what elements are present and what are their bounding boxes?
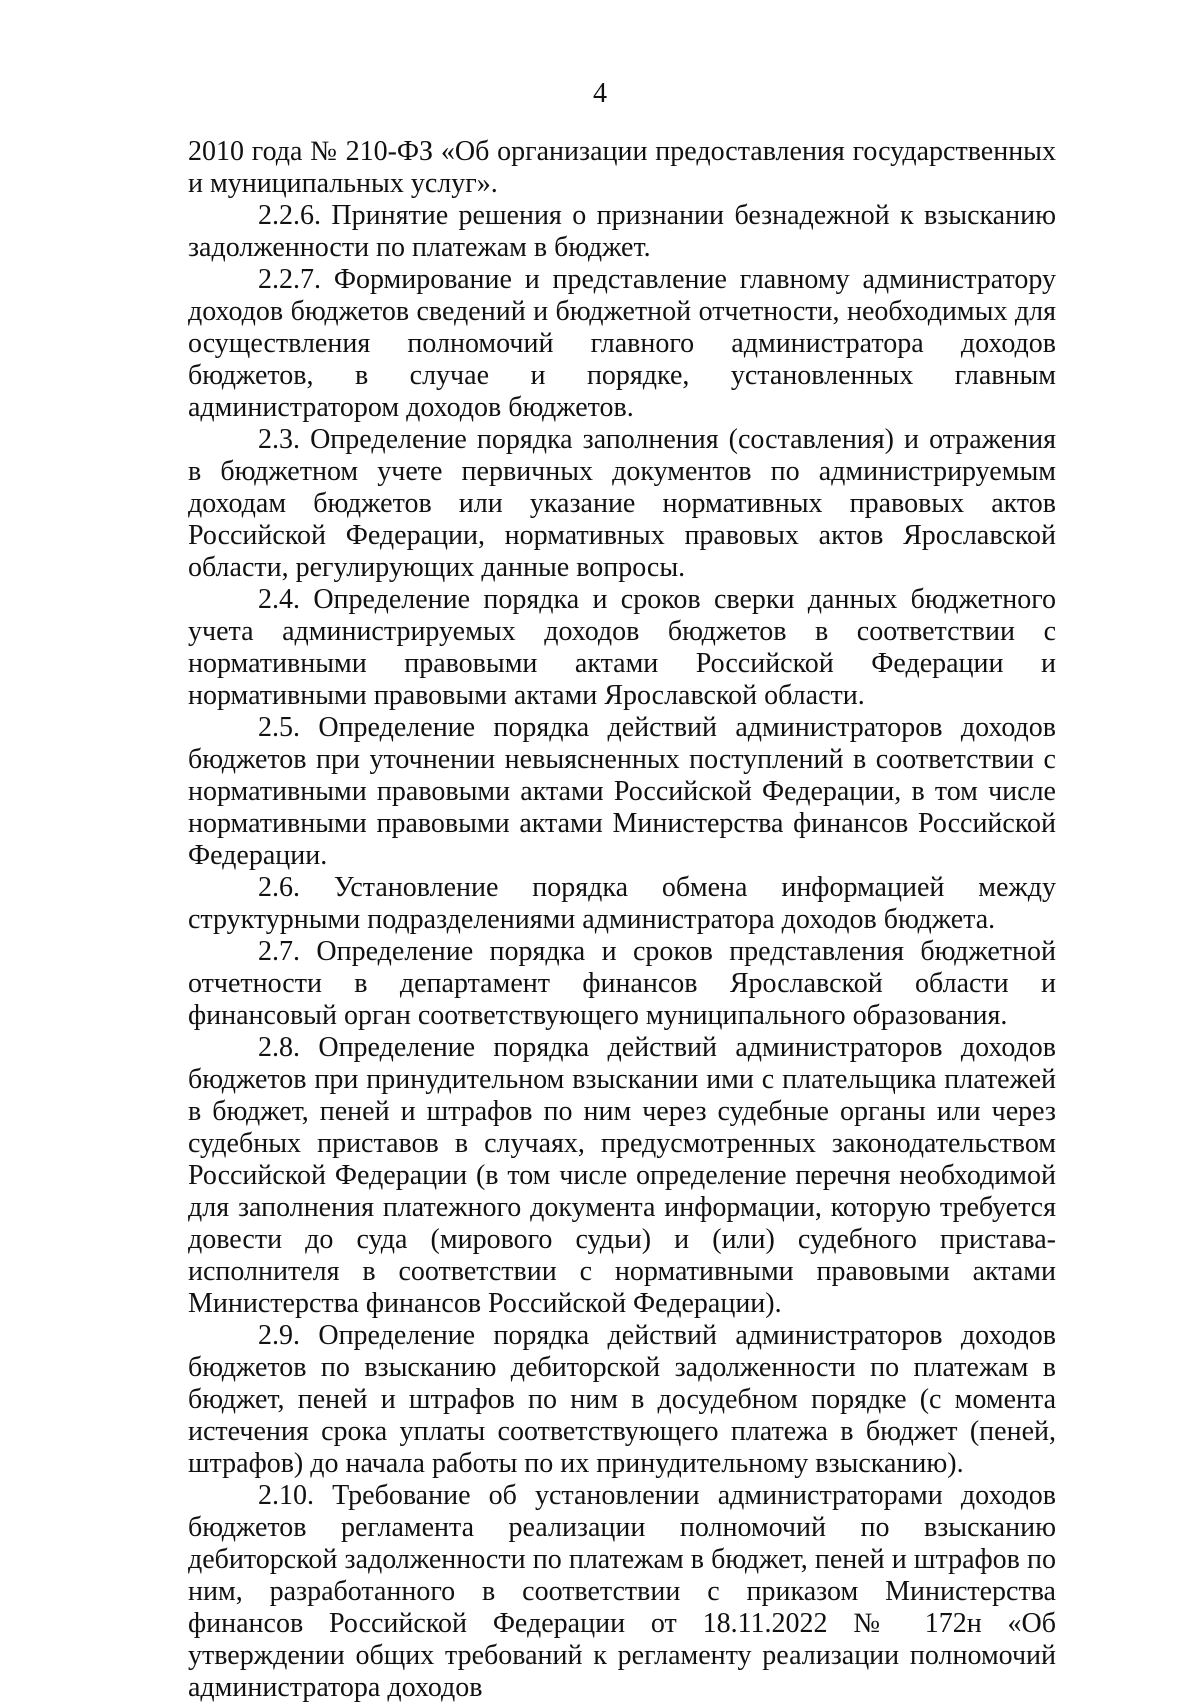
paragraph-2-7: 2.7. Определение порядка и сроков представления бюджетной отчетности в департамент финансов Ярославской области и финансовый орган соответствующего муниципального образования. bbox=[188, 936, 1056, 1031]
document-body bbox=[188, 136, 1056, 1704]
paragraph-2-9: 2.9. Определение порядка действий администраторов доходов бюджетов по взысканию дебиторской задолженности по платежам в бюджет, пеней и штрафов по ним в досудебном порядке (с момента истечения срока уплаты соответствующего платежа в бюджет (пеней, штрафов) до начала работы по их принудительному взысканию). bbox=[188, 1320, 1056, 1479]
paragraph-2-3: 2.3. Определение порядка заполнения (составления) и отражения в бюджетном учете первичных документов по администрируемым доходам бюджетов или указание нормативных правовых актов Российской Федерации, нормативных правовых актов Ярославской области, регулирующих данные вопросы. bbox=[188, 424, 1056, 583]
paragraph-2-4: 2.4. Определение порядка и сроков сверки данных бюджетного учета администрируемых доходов бюджетов в соответствии с нормативными правовыми актами Российской Федерации и нормативными правовыми актами Ярославской области. bbox=[188, 584, 1056, 711]
paragraph-2-8: 2.8. Определение порядка действий администраторов доходов бюджетов при принудительном взыскании ими с плательщика платежей в бюджет, пеней и штрафов по ним через судебные органы или через судебных приставов в случаях, предусмотренных законодательством Российской Федерации (в том числе определение перечня необходимой для заполнения платежного документа информации, которую требуется довести до суда (мирового судьи) и (или) судебного пристава-исполнителя в соответствии с нормативными правовыми актами Министерства финансов Российской Федерации). bbox=[188, 1032, 1056, 1319]
paragraph-2-2-6: 2.2.6. Принятие решения о признании безнадежной к взысканию задолженности по платежам в бюджет. bbox=[188, 200, 1056, 263]
paragraph-2-2-7: 2.2.7. Формирование и представление главному администратору доходов бюджетов сведений и бюджетной отчетности, необходимых для осуществления полномочий главного администратора доходов бюджетов, в случае и порядке, установленных главным администратором доходов бюджетов. bbox=[188, 264, 1056, 423]
paragraph-continuation: 2010 года № 210-ФЗ «Об организации предоставления государственных и муниципальных услуг». bbox=[188, 136, 1056, 199]
page-number: 4 bbox=[593, 78, 607, 109]
paragraph-2-10: 2.10. Требование об установлении администраторами доходов бюджетов регламента реализации полномочий по взысканию дебиторской задолженности по платежам в бюджет, пеней и штрафов по ним, разработанного в соответствии с приказом Министерства финансов Российской Федерации от 18.11.2022 № 172н «Об утверждении общих требований к регламенту реализации полномочий администратора доходов bbox=[188, 1480, 1056, 1703]
paragraph-2-5: 2.5. Определение порядка действий администраторов доходов бюджетов при уточнении невыясненных поступлений в соответствии с нормативными правовыми актами Российской Федерации, в том числе нормативными правовыми актами Министерства финансов Российской Федерации. bbox=[188, 712, 1056, 871]
paragraph-2-6: 2.6. Установление порядка обмена информацией между структурными подразделениями администратора доходов бюджета. bbox=[188, 872, 1056, 935]
